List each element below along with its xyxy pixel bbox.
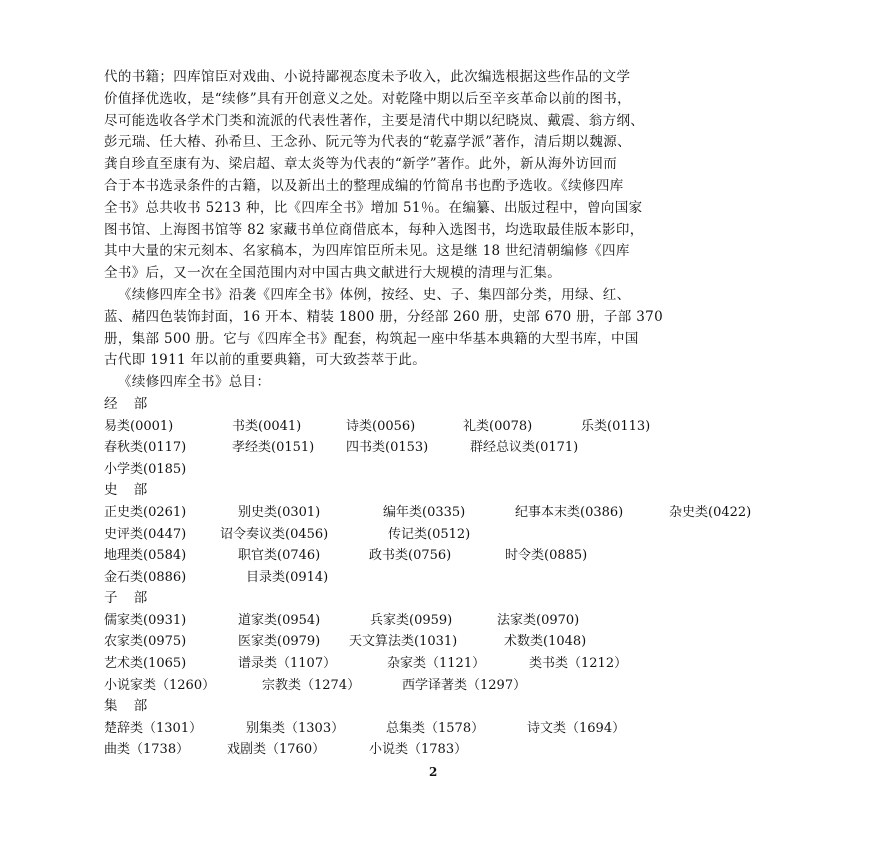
toc-row (104, 610, 770, 632)
text-line: 古代即 1911 年以前的重要典籍，可大致荟萃于此。 (104, 352, 427, 369)
toc-entry: 诗文类（1694） (527, 720, 626, 736)
toc-entry: 群经总议类(0171) (470, 440, 579, 456)
toc-entry: 楚辞类（1301） (104, 720, 203, 736)
toc-entry: 西学译著类（1297） (402, 677, 527, 693)
toc-row (104, 459, 770, 481)
toc-entry: 金石类(0886) (104, 569, 187, 585)
text-line: 代的书籍；四库馆臣对戏曲、小说持鄙视态度未予收入，此次编选根据这些作品的文学 (104, 69, 631, 85)
toc-entry: 天文算法类(1031) (349, 634, 458, 650)
toc-entry: 小说类（1783） (369, 742, 468, 758)
paragraph-1 (104, 67, 770, 285)
toc-entry: 乐类(0113) (581, 418, 651, 434)
toc-entry: 时令类(0885) (505, 548, 588, 564)
toc-entry: 术数类(1048) (504, 634, 587, 650)
toc-entry: 道家类(0954) (238, 612, 321, 628)
text-line: 价值择优选收，是“续修”具有开创意义之处。对乾隆中期以后至辛亥革命以前的图书， (104, 90, 631, 107)
toc-entry: 书类(0041) (232, 418, 302, 434)
toc-entry: 别集类（1303） (246, 720, 345, 736)
toc-entry: 谱录类（1107） (238, 656, 337, 672)
text-line: 合于本书选录条件的古籍，以及新出土的整理成编的竹简帛书也酌予选收。《续修四库 (104, 177, 624, 194)
text-line: 图书馆、上海图书馆等 82 家藏书单位商借底本，每种入选图书，均选取最佳版本影印， (104, 221, 644, 238)
page-number: 2 (429, 765, 438, 779)
text-line: 尽可能选收各学术门类和流派的代表性著作，主要是清代中期以纪晓岚、戴震、翁方纲、 (104, 112, 645, 129)
toc-entry: 编年类(0335) (383, 504, 466, 520)
text-line: 全书》总共收书 5213 种，比《四库全书》增加 51％。在编纂、出版过程中，曾向国家 (104, 199, 643, 216)
toc-entry: 医家类(0979) (238, 634, 321, 650)
toc-entry: 法家类(0970) (497, 612, 580, 628)
toc-entry: 职官类(0746) (238, 548, 321, 564)
toc-entry: 易类(0001) (104, 418, 174, 434)
toc-entry: 纪事本末类(0386) (515, 504, 624, 520)
section-heading-jing: 经 部 (104, 395, 154, 412)
toc-entry: 总集类（1578） (386, 720, 485, 736)
toc-entry: 农家类(0975) (104, 634, 187, 650)
toc-entry: 传记类(0512) (388, 526, 471, 542)
text-line: 全书》后，又一次在全国范围内对中国古典文献进行大规模的清理与汇集。 (104, 265, 562, 282)
toc-entry: 宗教类（1274） (262, 677, 361, 693)
text-line: 《续修四库全书》沿袭《四库全书》体例，按经、史、子、集四部分类，用绿、红、 (118, 286, 631, 303)
toc-entry: 春秋类(0117) (104, 440, 187, 456)
toc-entry: 艺术类(1065) (104, 656, 187, 672)
toc-entry: 诗类(0056) (346, 418, 416, 434)
toc-row (104, 502, 770, 524)
toc-entry: 兵家类(0959) (370, 612, 453, 628)
toc-row (104, 437, 770, 459)
toc-entry: 类书类（1212） (529, 656, 628, 672)
section-heading-ji: 集 部 (104, 698, 154, 715)
section-heading-shi: 史 部 (104, 482, 154, 499)
toc-entry: 曲类（1738） (104, 742, 190, 758)
toc-entry: 儒家类(0931) (104, 612, 187, 628)
text-line: 龚自珍直至康有为、梁启超、章太炎等为代表的“新学”著作。此外，新从海外访回而 (104, 156, 618, 173)
toc-entry: 目录类(0914) (246, 569, 329, 585)
toc-entry: 孝经类(0151) (232, 440, 315, 456)
toc-row (104, 416, 770, 438)
toc-entry: 四书类(0153) (346, 440, 429, 456)
toc-row (104, 675, 770, 697)
paragraph-2 (104, 285, 770, 372)
text-line: 蓝、赭四色装饰封面，16 开本、精装 1800 册，分经部 260 册，史部 670 册，子部 370 (104, 308, 664, 325)
toc-entry: 礼类(0078) (463, 418, 533, 434)
toc-entry: 别史类(0301) (238, 504, 321, 520)
toc-entry: 戏剧类（1760） (227, 742, 326, 758)
toc-entry: 政书类(0756) (369, 548, 452, 564)
text-line: 册，集部 500 册。它与《四库全书》配套，构筑起一座中华基本典籍的大型书库，中国 (104, 330, 639, 347)
toc-entry: 正史类(0261) (104, 504, 187, 520)
toc-row (104, 524, 770, 546)
toc-entry: 地理类(0584) (104, 548, 187, 564)
toc-entry: 小学类(0185) (104, 461, 187, 477)
toc-row (104, 653, 770, 675)
toc-entry: 杂家类（1121） (387, 656, 486, 672)
toc-title: 《续修四库全书》总目： (118, 374, 271, 391)
toc-row (104, 631, 770, 653)
toc-row (104, 545, 770, 567)
toc-entry: 史评类(0447) (104, 526, 187, 542)
text-line: 其中大量的宋元刻本、名家稿本，为四库馆臣所未见。这是继 18 世纪清朝编修《四库 (104, 243, 630, 260)
toc-entry: 诏令奏议类(0456) (220, 526, 329, 542)
page-content (104, 67, 770, 761)
text-line: 彭元瑞、任大椿、孙希旦、王念孙、阮元等为代表的“乾嘉学派”著作，清后期以魏源、 (104, 134, 631, 151)
toc-entry: 小说家类（1260） (104, 677, 216, 693)
toc-row (104, 718, 770, 740)
toc-row (104, 739, 770, 761)
section-heading-zi: 子 部 (104, 590, 154, 607)
toc-row (104, 567, 770, 589)
toc-entry: 杂史类(0422) (669, 504, 752, 520)
